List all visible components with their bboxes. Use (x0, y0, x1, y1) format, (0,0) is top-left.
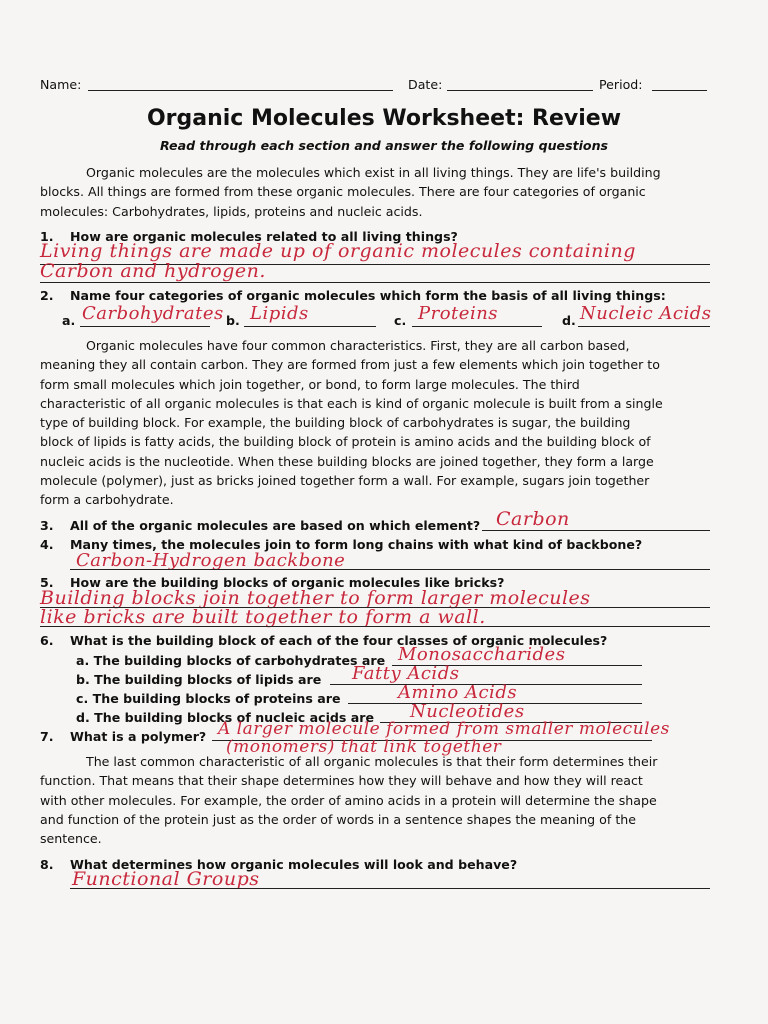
name-label: Name: (40, 77, 82, 92)
para3-line: The last common characteristic of all organic molecules is that their form determines their (86, 754, 658, 769)
para2-line: Organic molecules have four common characteristics. First, they are all carbon based, (86, 338, 630, 353)
q6c-answer: Amino Acids (398, 682, 518, 703)
q8-question: What determines how organic molecules will look and behave? (70, 857, 518, 872)
q5-answer-line1: Building blocks join together to form larger molecules (40, 587, 591, 609)
q2-question: Name four categories of organic molecules which form the basis of all living things: (70, 288, 666, 303)
q1-number: 1. (40, 229, 54, 244)
q7-answer-line1: A larger molecule formed from smaller molecules (218, 719, 670, 739)
para2-line: form small molecules which join together, or bond, to form large molecules. The third (40, 376, 580, 392)
q2c-answer: Proteins (418, 303, 499, 324)
q2c-rule (412, 326, 542, 327)
q1-answer-rule (40, 282, 710, 283)
q6d-label: d. The building blocks of nucleic acids are (76, 710, 375, 725)
q2a-rule (80, 326, 210, 327)
characteristics-paragraph (40, 336, 663, 510)
q2d-answer: Nucleic Acids (580, 303, 712, 324)
para2-line: molecule (polymer), just as bricks joined together form a wall. For example, sugars join together (40, 473, 650, 489)
q5-answer-line2: like bricks are built together to form a wall. (40, 606, 486, 628)
q2a-label: a. (62, 313, 76, 328)
q2b-answer: Lipids (250, 303, 309, 324)
q4-answer: Carbon-Hydrogen backbone (76, 550, 346, 571)
para3-line: and function of the protein just as the order of words in a sentence shapes the meaning of the (40, 811, 636, 827)
q2b-rule (244, 326, 376, 327)
para2-line: type of building block. For example, the building block of carbohydrates is sugar, the building (40, 415, 631, 431)
q6b-label: b. The building blocks of lipids are (76, 672, 322, 687)
para2-line: block of lipids is fatty acids, the building block of protein is amino acids and the building block of (40, 434, 651, 450)
period-field-line (652, 90, 707, 91)
q3-answer: Carbon (496, 508, 570, 530)
q5-number: 5. (40, 575, 54, 590)
intro-paragraph (40, 163, 661, 221)
page-title: Organic Molecules Worksheet: Review (146, 106, 622, 131)
para2-line: characteristic of all organic molecules is that each is kind of organic molecule is built from a single (40, 395, 663, 411)
period-label: Period: (599, 77, 643, 92)
q7-question: What is a polymer? (70, 729, 207, 744)
q6c-label: c. The building blocks of proteins are (76, 691, 341, 706)
q2b-label: b. (226, 313, 240, 328)
para2-line: form a carbohydrate. (40, 492, 174, 508)
q8-answer: Functional Groups (72, 868, 260, 890)
date-label: Date: (408, 77, 443, 92)
q7-number: 7. (40, 729, 54, 744)
name-field-line (88, 90, 393, 91)
q6a-label: a. The building blocks of carbohydrates are (76, 653, 386, 668)
para3-line: with other molecules. For example, the order of amino acids in a protein will determine the shape (40, 792, 657, 808)
q6a-answer: Monosaccharides (398, 644, 566, 665)
q2c-label: c. (394, 313, 407, 328)
date-field-line (447, 90, 593, 91)
q1-answer-line1: Living things are made up of organic molecules containing (40, 240, 636, 262)
q5-answer-rule (40, 626, 710, 627)
q2d-label: d. (562, 313, 576, 328)
intro-line: molecules: Carbohydrates, lipids, proteins and nucleic acids. (40, 203, 423, 219)
q2a-answer: Carbohydrates (82, 303, 224, 324)
q1-question: How are organic molecules related to all living things? (70, 229, 458, 244)
intro-line: Organic molecules are the molecules which exist in all living things. They are life's building (86, 165, 661, 180)
q8-number: 8. (40, 857, 54, 872)
q3-question: All of the organic molecules are based on which element? (70, 518, 481, 533)
q2-number: 2. (40, 288, 54, 303)
q6-question: What is the building block of each of the four classes of organic molecules? (70, 633, 608, 648)
q7-answer-line2: (monomers) that link together (226, 737, 502, 757)
para2-line: nucleic acids is the nucleotide. When these building blocks are joined together, they form a large (40, 453, 654, 469)
q6b-answer: Fatty Acids (352, 663, 460, 684)
q3-rule (482, 530, 710, 531)
q2d-rule (578, 326, 710, 327)
q4-question: Many times, the molecules join to form long chains with what kind of backbone? (70, 537, 643, 552)
q6d-answer: Nucleotides (410, 701, 525, 722)
intro-line: blocks. All things are formed from these organic molecules. There are four categories of organic (40, 184, 646, 200)
form-function-paragraph (40, 752, 657, 848)
q6-number: 6. (40, 633, 54, 648)
para3-line: sentence. (40, 831, 102, 847)
page-subtitle: Read through each section and answer the following questions (159, 138, 609, 153)
q1-answer-line2: Carbon and hydrogen. (40, 260, 266, 282)
q8-rule (70, 888, 710, 889)
q4-number: 4. (40, 537, 54, 552)
para3-line: function. That means that their shape determines how they will behave and how they will react (40, 773, 643, 789)
para2-line: meaning they all contain carbon. They are formed from just a few elements which join together to (40, 357, 660, 373)
q3-number: 3. (40, 518, 54, 533)
q4-rule (70, 569, 710, 570)
q5-question: How are the building blocks of organic molecules like bricks? (70, 575, 505, 590)
